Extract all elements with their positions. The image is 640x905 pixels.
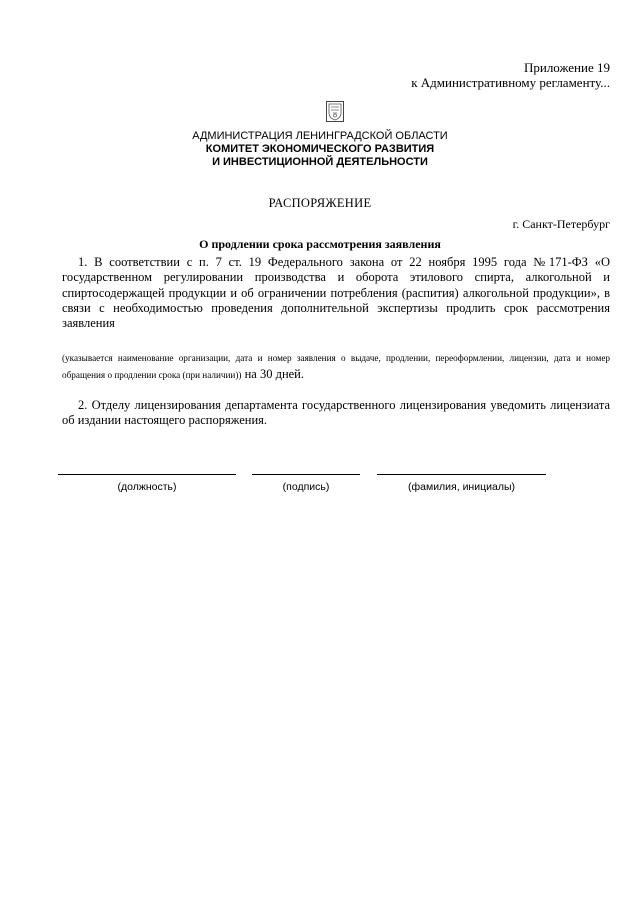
- paragraph-1: 1. В соответствии с п. 7 ст. 19 Федерального закона от 22 ноября 1995 года №171-ФЗ «О государственном регулировании производства и оборота этилового спирта, алкогольной и спиртосодержащей продукции и об ограничении потребления (распития) алкогольной продукции», в связи с необходимостью проведения дополнительной экспертизы продлить срок рассмотрения заявления: [62, 255, 610, 331]
- signature-line: [252, 474, 360, 475]
- paragraph-2: 2. Отделу лицензирования департамента государственного лицензирования уведомить лицензиата об издании настоящего распоряжения.: [62, 398, 610, 428]
- org-name-line2: КОМИТЕТ ЭКОНОМИЧЕСКОГО РАЗВИТИЯ: [205, 143, 435, 155]
- document-city: г. Санкт-Петербург: [512, 217, 610, 231]
- appendix-header: [411, 60, 610, 90]
- position-line: [58, 474, 236, 475]
- name-line: [377, 474, 546, 475]
- name-label: (фамилия, инициалы): [408, 481, 515, 493]
- application-note: [62, 350, 610, 383]
- note-text: (указывается наименование организации, дата и номер заявления о выдаче, продлении, переоформлении, лицензии, дата и номер обращения о продлении срока (при наличии)): [62, 353, 610, 380]
- appendix-number: Приложение 19: [523, 60, 610, 75]
- note-term: на 30 дней.: [241, 367, 304, 381]
- org-name-line1: АДМИНИСТРАЦИЯ ЛЕНИНГРАДСКОЙ ОБЛАСТИ: [192, 130, 448, 142]
- coat-of-arms-icon: [326, 101, 344, 122]
- document-type: РАСПОРЯЖЕНИЕ: [268, 196, 372, 210]
- appendix-reference: к Административному регламенту...: [411, 75, 610, 90]
- position-label: (должность): [117, 481, 177, 493]
- signature-label: (подпись): [282, 481, 330, 493]
- org-name-line3: И ИНВЕСТИЦИОННОЙ ДЕЯТЕЛЬНОСТИ: [212, 156, 428, 168]
- document-title: О продлении срока рассмотрения заявления: [199, 237, 441, 251]
